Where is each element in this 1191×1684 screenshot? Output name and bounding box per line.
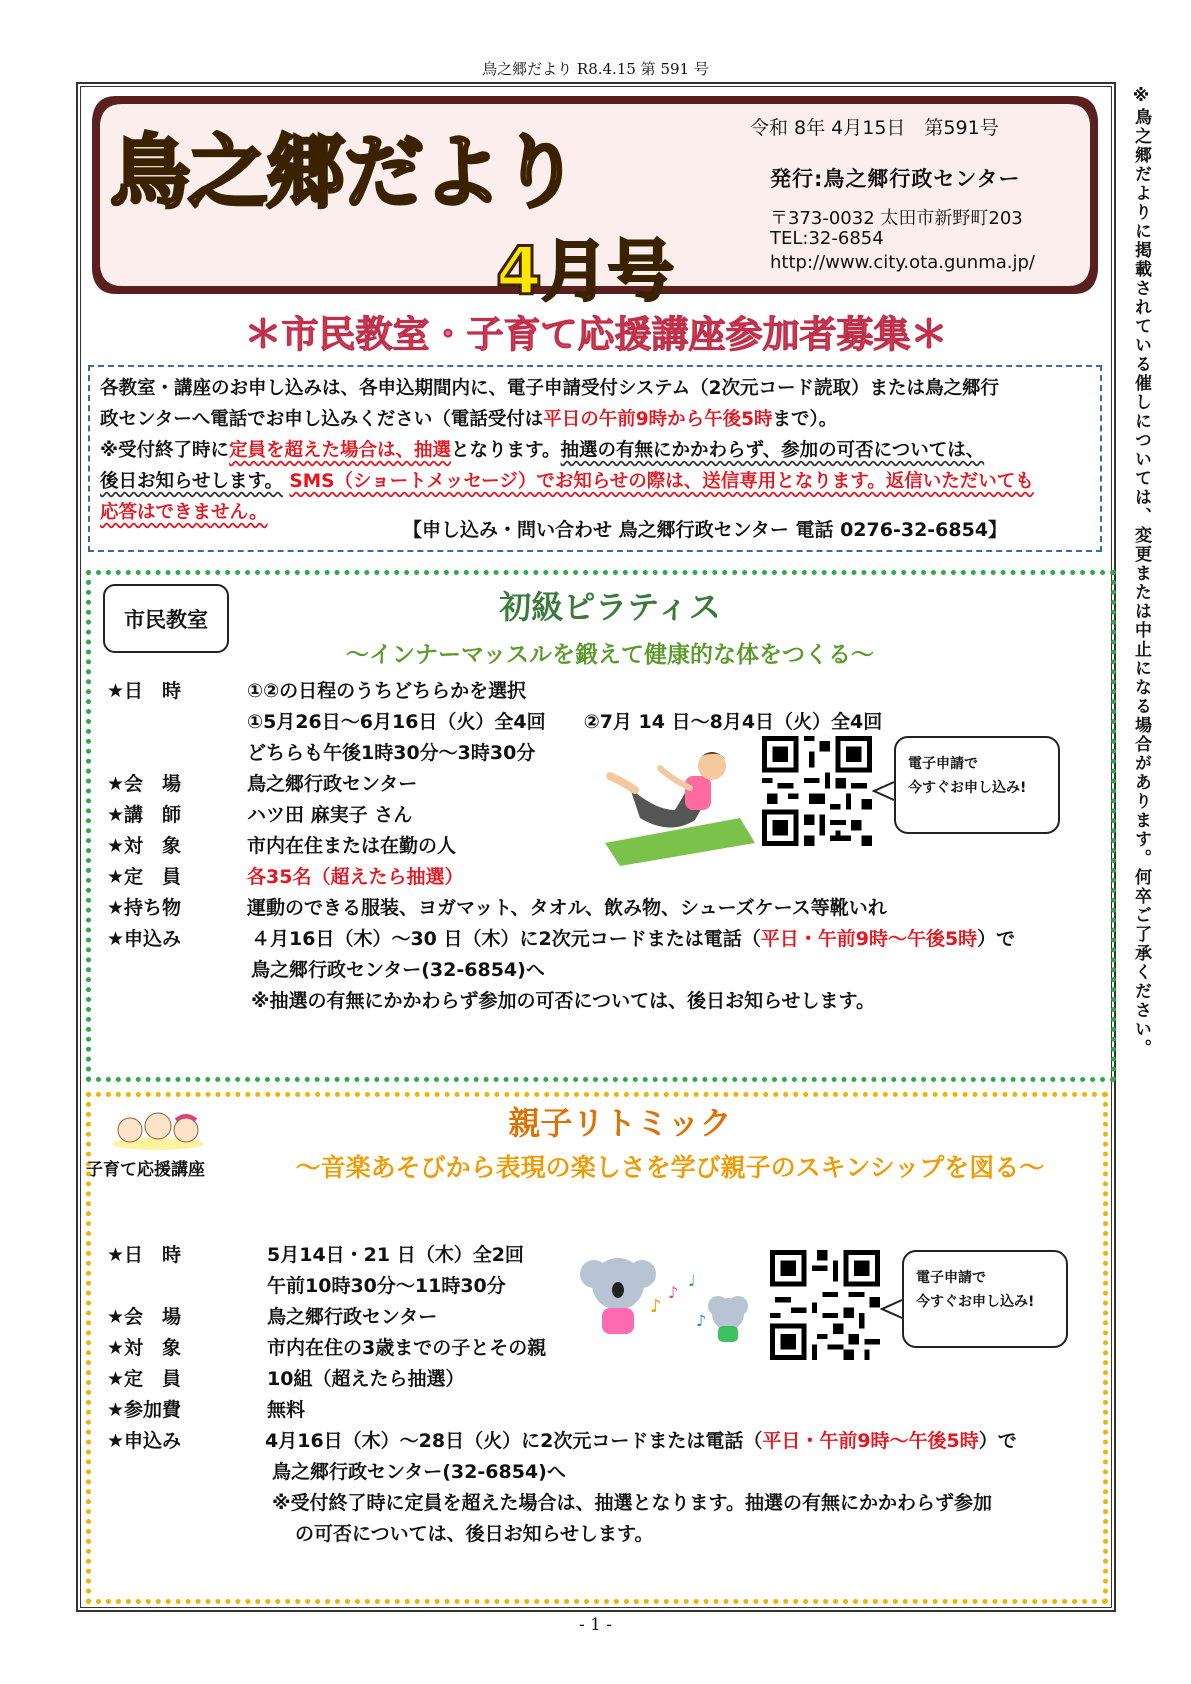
rhythmic-apply-bubble	[902, 1250, 1068, 1348]
notice-line-5a: 応答はできません。	[100, 502, 268, 523]
rhythmic-label-capacity: ★定 員	[107, 1368, 182, 1390]
svg-text:♩: ♩	[688, 1271, 696, 1290]
pilates-apply-office: 鳥之郷行政センター(32-6854)へ	[251, 959, 545, 981]
rhythmic-apply-office: 鳥之郷行政センター(32-6854)へ	[272, 1461, 566, 1483]
headline: ＊市民教室・子育て応援講座参加者募集＊	[244, 313, 948, 356]
notice-line-1: 各教室・講座のお申し込みは、各申込期間内に、電子申請受付システム（2次元コード読取）または鳥之郷行	[100, 378, 1000, 399]
pilates-apply-hours: 平日・午前9時～午後5時	[760, 928, 978, 950]
pilates-label-date: ★日 時	[107, 680, 182, 702]
pilates-illustration	[600, 748, 760, 868]
pilates-items: 運動のできる服装、ヨガマット、タオル、飲み物、シューズケース等靴いれ	[247, 897, 887, 919]
running-header: 鳥之郷だより R8.4.15 第 591 号	[482, 60, 709, 78]
notice-text	[100, 373, 1095, 528]
notice-line-4a: 後日お知らせします。	[100, 471, 283, 492]
pilates-apply-bubble	[894, 736, 1060, 834]
website-url: http://www.city.ota.gunma.jp/	[770, 252, 1035, 273]
pilates-label-target: ★対 象	[107, 835, 182, 857]
rhythmic-lottery-note-2: の可否については、後日お知らせします。	[295, 1523, 654, 1545]
pilates-lottery-note: ※抽選の有無にかかわらず参加の可否については、後日お知らせします。	[251, 990, 876, 1012]
pilates-label-items: ★持ち物	[107, 897, 182, 919]
rhythmic-bubble-line-2: 今すぐお申し込み!	[916, 1294, 1035, 1310]
pilates-label-capacity: ★定 員	[107, 866, 182, 888]
pilates-badge: 市民教室	[103, 584, 229, 653]
notice-line-2c: まで）。	[772, 409, 838, 430]
rhythmic-subtitle: ～音楽あそびから表現の楽しさを学び親子のスキンシップを図る～	[295, 1153, 1045, 1182]
rhythmic-label-target: ★対 象	[107, 1337, 182, 1359]
pilates-label-instructor: ★講 師	[107, 804, 182, 826]
pilates-bubble-tail	[872, 780, 896, 802]
pilates-schedule: ①5月26日～6月16日（火）全4回 ②7月 14 日～8月4日（火）全4回	[247, 711, 883, 733]
rhythmic-apply-hours: 平日・午前9時～午後5時	[762, 1430, 979, 1452]
telephone: TEL:32-6854	[770, 228, 884, 249]
rhythmic-label-date: ★日 時	[107, 1244, 182, 1266]
sms-note: SMS（ショートメッセージ）でお知らせの際は、送信専用となります。返信いただいても	[289, 471, 1034, 492]
pilates-bubble-line-1: 電子申請で	[908, 756, 978, 772]
notice-line-3a: ※受付終了時に	[100, 440, 229, 461]
pilates-subtitle: ～インナーマッスルを鍛えて健康的な体をつくる～	[345, 642, 875, 668]
rhythmic-apply	[265, 1426, 1017, 1453]
svg-text:♪: ♪	[650, 1296, 662, 1317]
rhythmic-date: 5月14日・21 日（木）全2回	[267, 1244, 524, 1266]
babies-icon	[108, 1108, 208, 1152]
rhythmic-label-venue: ★会 場	[107, 1306, 182, 1328]
notice-line-3	[100, 435, 1095, 466]
rhythmic-label-fee: ★参加費	[107, 1399, 182, 1421]
rhythmic-qr-code-icon[interactable]	[770, 1250, 880, 1360]
pilates-capacity: 各35名（超えたら抽選）	[247, 866, 464, 888]
notice-line-3c: となります。	[451, 440, 561, 461]
pilates-apply-text: ４月16日（木）～30 日（木）に2次元コードまたは電話（	[251, 928, 761, 950]
rhythmic-time: 午前10時30分～11時30分	[267, 1275, 506, 1297]
rhythmic-target: 市内在住の3歳までの子とその親	[267, 1337, 547, 1359]
pilates-qr-code-icon[interactable]	[762, 736, 872, 846]
pilates-time: どちらも午後1時30分～3時30分	[247, 742, 536, 764]
pilates-title: 初級ピラティス	[499, 588, 721, 626]
pilates-apply-tail: ）で	[977, 928, 1016, 950]
notice-line-2a: 政センターへ電話でお申し込みください（電話受付は	[100, 409, 544, 430]
address: 〒373-0032 太田市新野町203	[770, 208, 1023, 229]
pilates-date: ①②の日程のうちどちらかを選択	[247, 680, 527, 702]
lottery-note: 定員を超えた場合は、抽選	[229, 440, 452, 461]
pilates-apply	[251, 924, 1015, 951]
rhythmic-lottery-note-1: ※受付終了時に定員を超えた場合は、抽選となります。抽選の有無にかかわらず参加	[272, 1492, 992, 1514]
rhythmic-apply-tail: ）で	[978, 1430, 1017, 1452]
svg-text:♪: ♪	[696, 1311, 707, 1330]
rhythmic-label-apply: ★申込み	[107, 1430, 182, 1452]
notice-line-2	[100, 404, 1095, 435]
pilates-label-apply: ★申込み	[107, 928, 182, 950]
pilates-instructor: ハツ田 麻実子 さん	[247, 804, 413, 826]
rhythmic-badge: 子育て応援講座	[86, 1160, 205, 1180]
pilates-bubble-line-2: 今すぐお申し込み!	[908, 780, 1027, 796]
publisher: 発行:鳥之郷行政センター	[770, 167, 1021, 191]
contact-info: 【申し込み・問い合わせ 鳥之郷行政センター 電話 0276-32-6854】	[403, 519, 1008, 541]
rhythmic-bubble-tail	[880, 1298, 904, 1320]
koala-illustration	[578, 1246, 758, 1346]
page-number: - 1 -	[578, 1615, 613, 1635]
rhythmic-title: 親子リトミック	[508, 1104, 732, 1142]
rhythmic-capacity: 10組（超えたら抽選）	[267, 1368, 465, 1390]
phone-hours: 平日の午前9時から午後5時	[543, 409, 773, 430]
pilates-label-venue: ★会 場	[107, 773, 182, 795]
side-note: ※鳥之郷だよりに掲載されている催しについては、変更または中止になる場合があります。何卒ご了承ください。	[1131, 86, 1151, 1058]
notice-line-3d: 抽選の有無にかかわらず、参加の可否については、	[560, 440, 985, 461]
masthead-subtitle: 4月号	[496, 233, 674, 310]
svg-text:♪: ♪	[668, 1283, 679, 1302]
rhythmic-apply-text: 4月16日（木）～28日（火）に2次元コードまたは電話（	[265, 1430, 763, 1452]
rhythmic-fee: 無料	[267, 1399, 306, 1421]
rhythmic-venue: 鳥之郷行政センター	[267, 1306, 438, 1328]
masthead-title: 鳥之郷だより	[110, 126, 578, 219]
pilates-target: 市内在住または在勤の人	[247, 835, 457, 857]
issue-date: 令和 8年 4月15日 第591号	[750, 117, 999, 139]
notice-line-4	[100, 466, 1095, 497]
rhythmic-bubble-line-1: 電子申請で	[916, 1270, 986, 1286]
pilates-venue: 鳥之郷行政センター	[247, 773, 418, 795]
